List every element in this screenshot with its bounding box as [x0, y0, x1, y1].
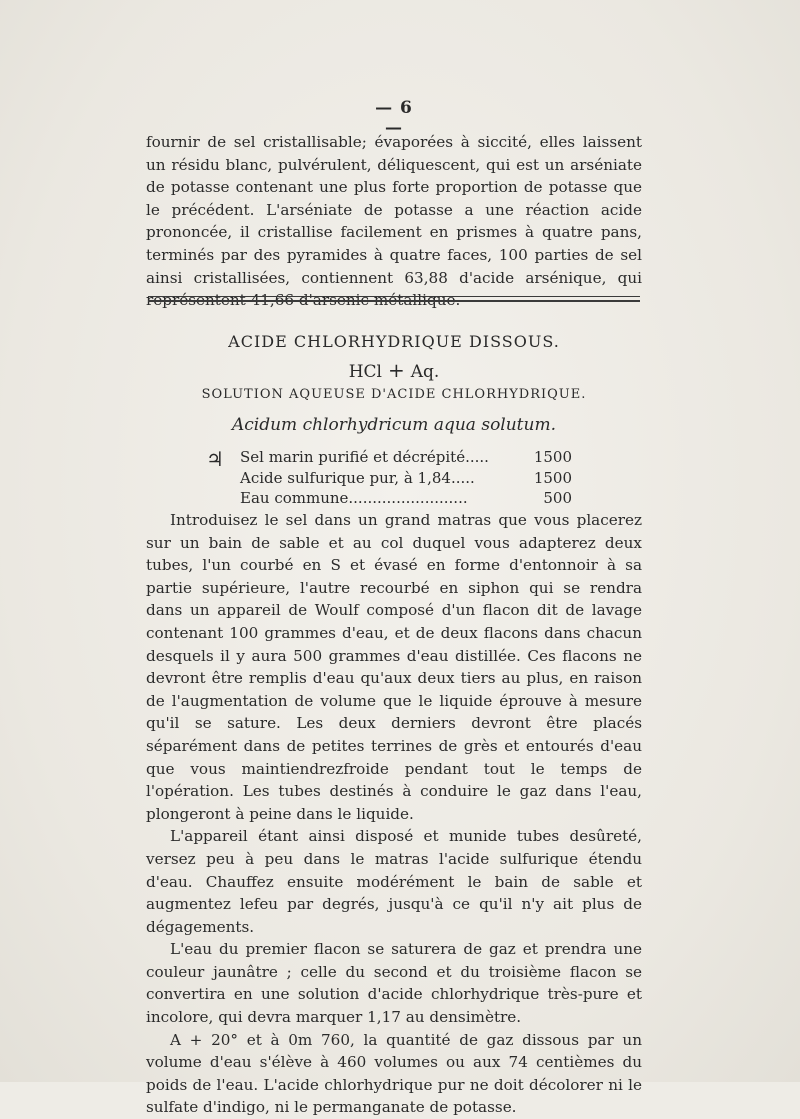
formula-left: HCl [348, 362, 382, 382]
recipe-item-name: Sel marin purifié et décrépité..... [240, 448, 489, 466]
body-paragraph: A + 20° et à 0m 760, la quantité de gaz dissous par un volume d'eau s'élève à 460 volumes ou aux 74 centièmes du poids de l'eau. L'acide chlorhydrique pur ne doit décolorer ni le sulfate d'indigo, ni le permanganate de potasse. [146, 1030, 642, 1117]
intro-paragraph-text: fournir de sel cristallisable; évaporées à siccité, elles laissent un résidu blanc, pulvérulent, déliquescent, qui est un arséniate de potasse contenant une plus forte proportion de potasse que le précédent. L'arséniate de potasse a une réaction acide prononcée, il cristallise facilement en prismes à quatre pans, terminés par des pyramides à quatre faces, 100 parties de sel ainsi cristallisées, contiennent 63,88 d'acide arsénique, qui représentent 41,66 d'arsenic métallique. [146, 133, 642, 310]
recipe-item-name: Eau commune......................... [240, 489, 468, 507]
recipe-list [146, 447, 642, 509]
body-text [146, 509, 642, 1119]
section-subtitle: SOLUTION AQUEUSE D'ACIDE CHLORHYDRIQUE. [201, 387, 587, 402]
body-paragraph: L'eau du premier flacon se saturera de gaz et prendra une couleur jaunâtre ; celle du second et du troisième flacon se convertira en une solution d'acide chlorhydrique très-pure et incolore, qui devra marquer 1,17 au densimètre. [146, 940, 642, 1027]
recipe-item [146, 468, 642, 489]
formula-right: Aq. [410, 362, 440, 382]
recipe-item [146, 447, 642, 468]
body-paragraph: Introduisez le sel dans un grand matras que vous placerez sur un bain de sable et au col duquel vous adapterez deux tubes, l'un courbé en S et évasé en forme d'entonnoir à sa partie supérieure, l'autre recourbé en siphon qui se rendra dans un appareil de Woulf composé d'un flacon dit de lavage contenant 100 grammes d'eau, et de deux flacons dans chacun desquels il y aura 500 grammes d'eau distillée. Ces flacons ne devront être remplis d'eau qu'aux deux tiers au plus, en raison de l'augmentation de volume que le liquide éprouve à mesure qu'il se sature. Les deux derniers devront être placés séparément dans de petites terrines de grès et entourés d'eau que vous maintiendrezfroide pendant tout le temps de l'opération. Les tubes destinés à conduire le gaz dans l'eau, plongeront à peine dans le liquide. [146, 511, 642, 823]
chemical-formula [146, 358, 642, 382]
recipe-item-quantity: 500 [543, 489, 572, 507]
intro-paragraph [146, 131, 642, 312]
latin-name: Acidum chlorhydricum aqua solutum. [231, 415, 556, 435]
section-heading: ACIDE CHLORHYDRIQUE DISSOUS. [228, 332, 560, 351]
page-number: — 6 — [375, 98, 413, 138]
recipe-item-quantity: 1500 [533, 468, 572, 487]
body-paragraph: L'appareil étant ainsi disposé et munide tubes desûreté, versez peu à peu dans le matras l'acide sulfurique étendu d'eau. Chauffez ensuite modérément le bain de sable et augmentez lefeu par degrés, jusqu'à ce qu'il n'y ait plus de dégagements. [146, 827, 642, 936]
formula-plus: + [387, 358, 405, 382]
recipe-item [146, 488, 642, 509]
recipe-symbol: ♃ [206, 447, 224, 471]
recipe-item-name: Acide sulfurique pur, à 1,84..... [240, 468, 475, 487]
section-divider [148, 296, 640, 302]
recipe-item-quantity: 1500 [533, 448, 572, 466]
